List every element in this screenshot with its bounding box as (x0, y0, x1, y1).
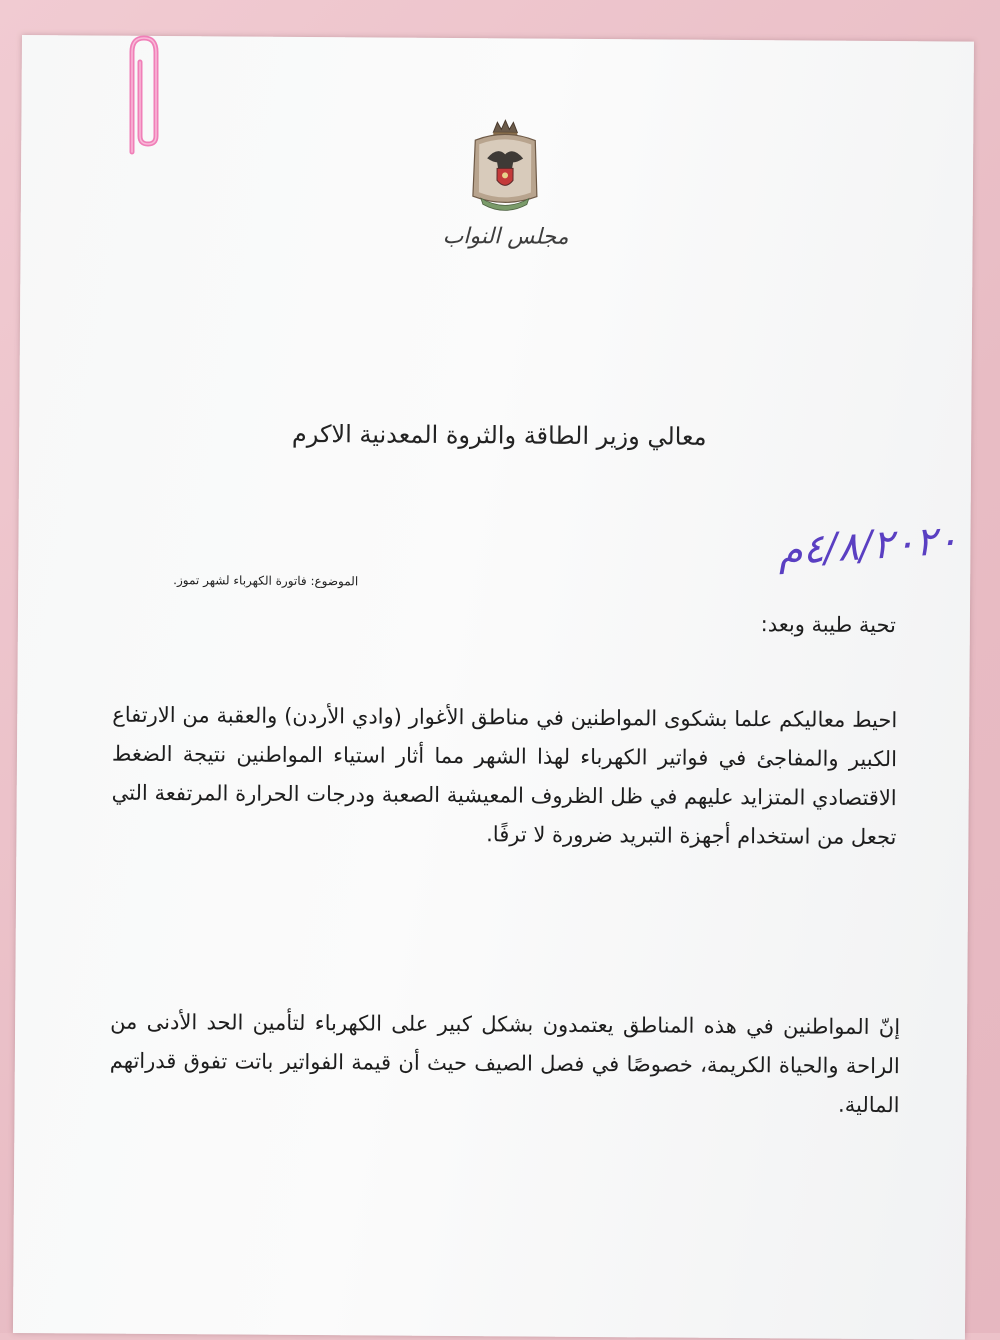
recipient-line: معالي وزير الطاقة والثروة المعدنية الاكرم (291, 419, 707, 451)
greeting-line: تحية طيبة وبعد: (760, 612, 896, 638)
body-paragraph-1: احيط معاليكم علما بشكوى المواطنين في مناطق الأغوار (وادي الأردن) والعقبة من الارتفاع الكبير والمفاجئ في فواتير الكهرباء لهذا الشهر مما أثار استياء المواطنين نتيجة الضغط الاقتصادي المتزايد عليهم في ظل الظروف المعيشية الصعبة ودرجات الحرارة المرتفعة التي تجعل من استخدام أجهزة التبريد ضرورة لا ترفًا. (111, 702, 898, 850)
subject-line: الموضوع: فاتورة الكهرباء لشهر تموز. (173, 573, 359, 589)
handwritten-date: ٤/٨/٢٠٢٠م (776, 517, 960, 575)
body-paragraph-2: إنّ المواطنين في هذه المناطق يعتمدون بشكل كبير على الكهرباء لتأمين الحد الأدنى من الراحة والحياة الكريمة، خصوصًا في فصل الصيف حيث أن قيمة الفواتير باتت تفوق قدراتهم المالية. (109, 1009, 901, 1118)
jordan-coat-of-arms-icon (467, 118, 544, 217)
letterhead-name: مجلس النواب (442, 223, 569, 250)
letter-paper (13, 35, 974, 1340)
paperclip-icon (118, 32, 170, 162)
